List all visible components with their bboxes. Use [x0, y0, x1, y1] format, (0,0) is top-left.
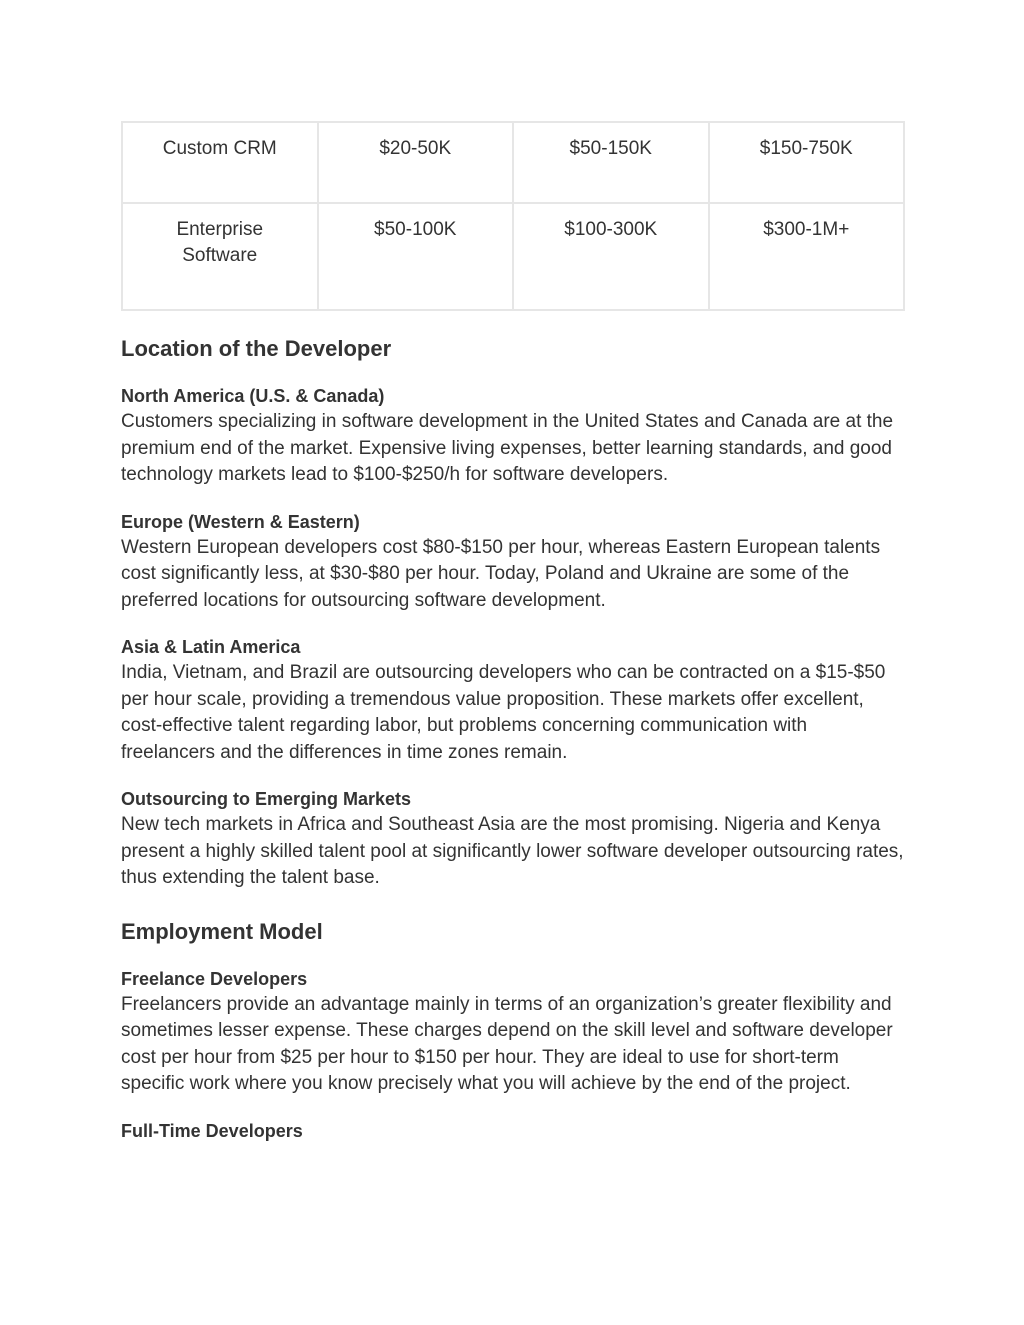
block-title: Europe (Western & Eastern)	[121, 511, 360, 532]
table-row	[122, 122, 904, 203]
cell-text: $150-750K	[759, 138, 853, 159]
block-title: Freelance Developers	[121, 968, 308, 989]
block-emerging-markets	[121, 786, 905, 892]
block-text: Customers specializing in software development in the United States and Canada are at the premium end of the market. Expensive living expenses, better learning standards, and good technology markets lead to $100-$250/h for software developers.	[121, 411, 894, 485]
cell-text: $20-50K	[379, 138, 452, 159]
document-content	[121, 121, 905, 1144]
block-north-america	[121, 383, 905, 489]
section-heading-location: Location of the Developer	[121, 336, 392, 361]
table-cell	[709, 122, 905, 203]
cell-text: Enterprise Software	[176, 219, 264, 266]
cell-text: $100-300K	[564, 219, 658, 240]
table-cell	[513, 203, 709, 310]
block-text: India, Vietnam, and Brazil are outsourcing developers who can be contracted on a $15-$50 per hour scale, providing a tremendous value proposition. These markets offer excellent, cost-effective talent regarding labor, but problems concerning communication with freelancers and the differences in time zones remain.	[121, 662, 886, 763]
block-text: Freelancers provide an advantage mainly in terms of an organization’s greater flexibility and sometimes lesser expense. These charges depend on the skill level and software developer cost per hour from $25 per hour to $150 per hour. They are ideal to use for short-term specific work where you know precisely what you will achieve by the end of the project.	[121, 993, 893, 1094]
cell-text: Custom CRM	[162, 138, 277, 159]
block-freelance	[121, 966, 905, 1098]
cell-text: $50-100K	[374, 219, 457, 240]
table-cell	[122, 203, 318, 310]
block-title: Asia & Latin America	[121, 637, 301, 657]
block-title: Full-Time Developers	[121, 1120, 303, 1141]
block-full-time	[121, 1118, 905, 1144]
block-asia-latin-america	[121, 634, 905, 766]
block-text: New tech markets in Africa and Southeast Asia are the most promising. Nigeria and Kenya present a highly skilled talent pool at significantly lower software developer outsourcing rates, thus extending the talent base.	[121, 814, 904, 888]
cost-table	[121, 121, 905, 311]
table-cell	[513, 122, 709, 203]
block-title: Outsourcing to Emerging Markets	[121, 789, 412, 809]
cell-text: $300-1M+	[763, 219, 850, 240]
block-europe	[121, 509, 905, 615]
table-cell	[318, 122, 514, 203]
block-text: Western European developers cost $80-$150 per hour, whereas Eastern European talents cost significantly less, at $30-$80 per hour. Today, Poland and Ukraine are some of the preferred locations for outsourcing software development.	[121, 536, 881, 611]
table-cell	[122, 122, 318, 203]
table-row	[122, 203, 904, 310]
table-cell	[709, 203, 905, 310]
table-cell	[318, 203, 514, 310]
section-heading-employment: Employment Model	[121, 918, 323, 944]
cell-text: $50-150K	[569, 138, 652, 159]
block-title: North America (U.S. & Canada)	[121, 386, 385, 406]
